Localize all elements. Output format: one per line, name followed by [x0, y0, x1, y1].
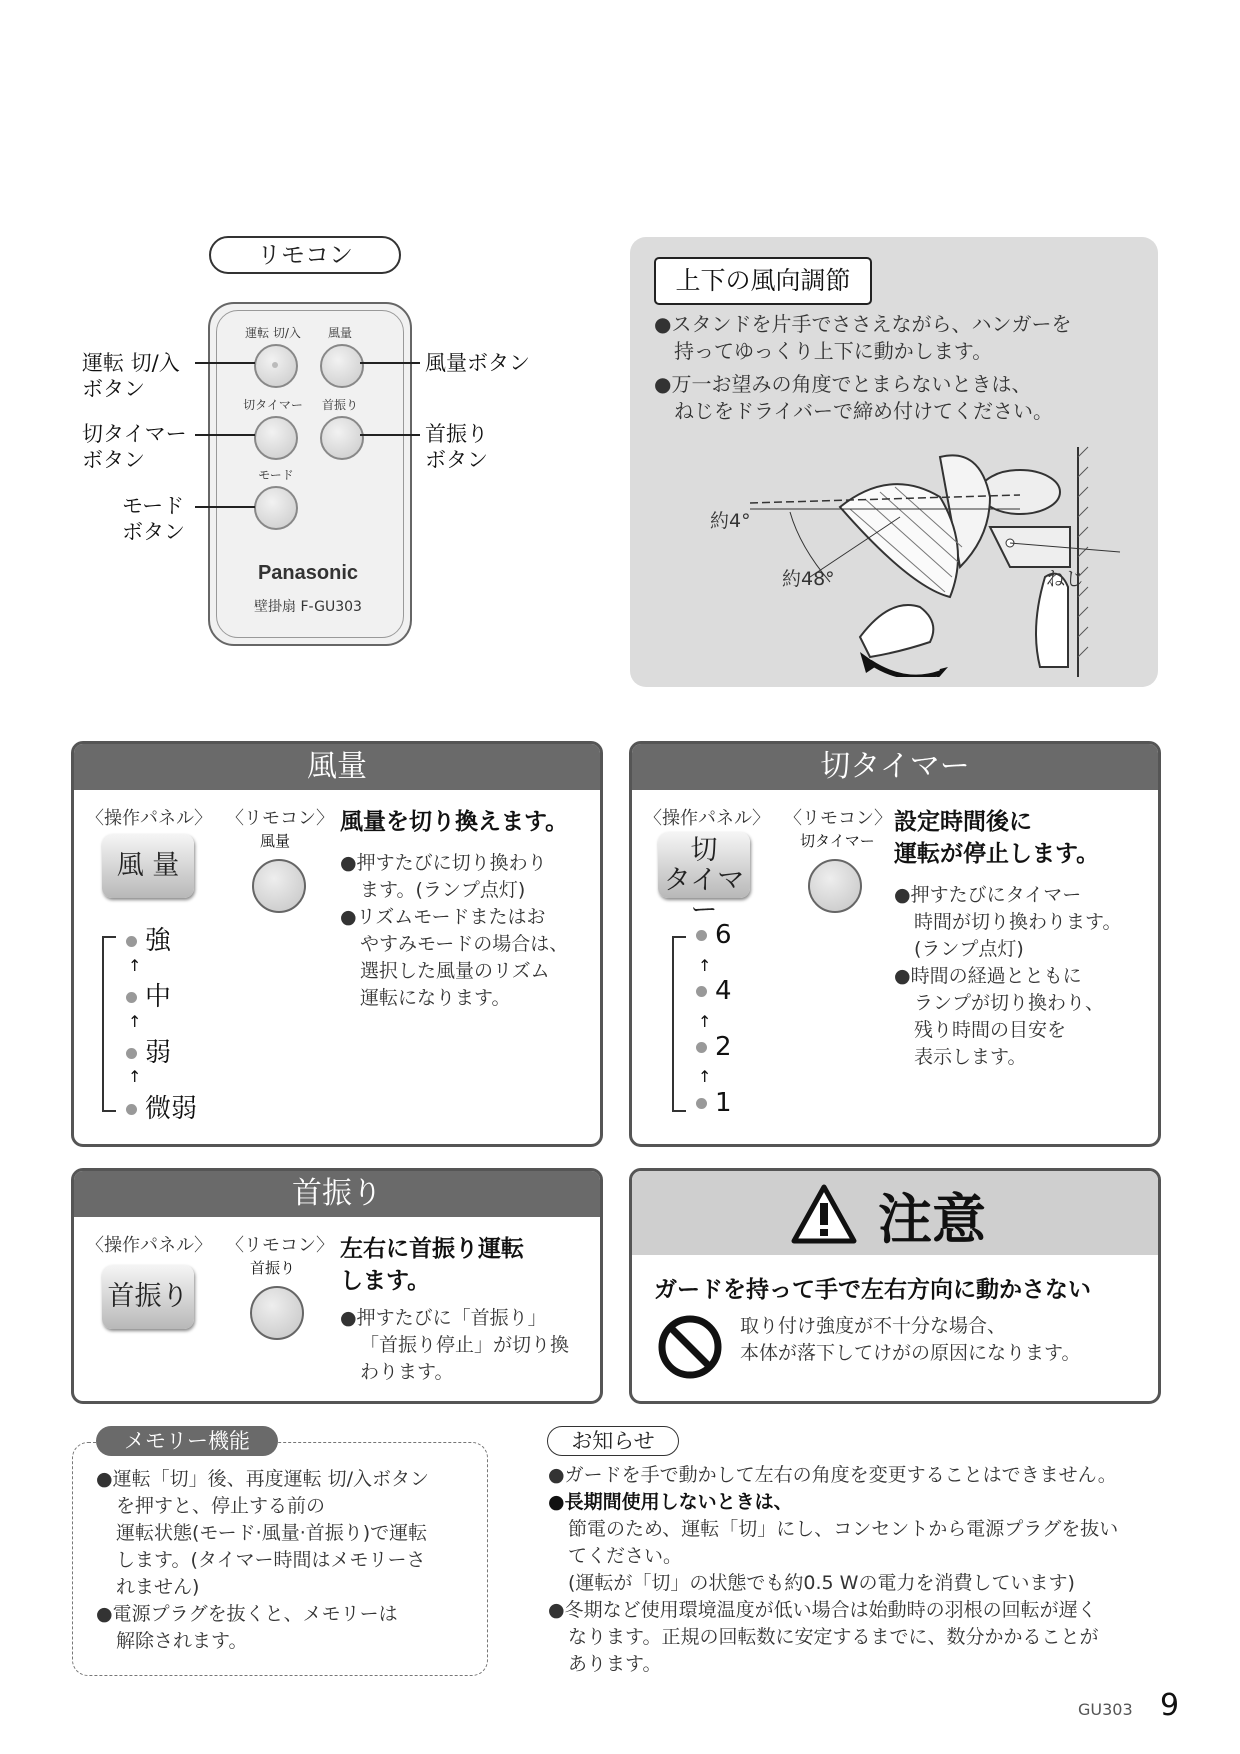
swing-panel-button[interactable]: 首振り: [102, 1265, 194, 1329]
wind-header: 風量: [74, 744, 600, 790]
footer-model: GU303: [1078, 1700, 1133, 1719]
remote-title: リモコン: [209, 236, 401, 274]
timer-section: 切タイマー 〈操作パネル〉 〈リモコン〉 切タイマー 切 タイマー 設定時間後に 運転が停止します。 ●押すたびにタイマー 時間が切り換わります。 (ランプ点灯) ●時間の経過とともに ランプが切り換わり、 残り時間の目安を 表示します。 6 ↑ 4 ↑ 2 ↑ 1: [629, 741, 1161, 1147]
wind-level-medium: 中: [126, 976, 171, 1013]
swing-remote-button[interactable]: [250, 1286, 304, 1340]
vertical-adjust-title: 上下の風向調節: [654, 257, 872, 305]
fan-angle-illustration: [690, 437, 1150, 677]
callout-mode: モード ボタン: [122, 494, 185, 544]
swing-remote-label: 〈リモコン〉: [226, 1235, 334, 1256]
caution-heading: ガードを持って手で左右方向に動かさない: [654, 1277, 1091, 1303]
remote-label-wind: 風量: [327, 326, 352, 340]
callout-swing: 首振り ボタン: [425, 422, 488, 472]
wind-remote-label: 〈リモコン〉: [226, 808, 334, 829]
memory-title: メモリー機能: [96, 1426, 278, 1456]
vertical-adjust-panel: [630, 237, 1158, 687]
page-number: 9: [1160, 1688, 1180, 1723]
caution-text: 取り付け強度が不十分な場合、 本体が落下してけがの原因になります。: [740, 1315, 1081, 1364]
remote-model: 壁掛扇 F-GU303: [254, 599, 362, 615]
swing-panel-label: 〈操作パネル〉: [86, 1235, 212, 1256]
remote-label-swing: 首振り: [321, 398, 358, 412]
timer-remote-button[interactable]: [808, 859, 862, 913]
remote-mode-button[interactable]: [254, 486, 298, 530]
timer-remote-label: 〈リモコン〉: [784, 808, 892, 829]
angle-down-label: 約48°: [782, 568, 835, 590]
timer-level-1: 1: [696, 1088, 732, 1118]
timer-header: 切タイマー: [632, 744, 1158, 790]
angle-up-label: 約4°: [710, 510, 751, 532]
caution-section: [629, 1168, 1161, 1404]
memory-text: ●運転「切」後、再度運転 切/入ボタン を押すと、停止する前の 運転状態(モード·風量·首振り)で運転 します。(タイマー時間はメモリーさ れません) ●電源プラグを抜くと、メモリーは 解除されます。: [96, 1468, 430, 1652]
caution-header: [632, 1171, 1158, 1255]
wind-level-weak: 弱: [126, 1032, 171, 1069]
remote-timer-button[interactable]: [254, 416, 298, 460]
timer-panel-label: 〈操作パネル〉: [644, 808, 770, 829]
callout-wind: 風量ボタン: [425, 351, 530, 375]
wind-panel-label: 〈操作パネル〉: [86, 808, 212, 829]
swing-section: [71, 1168, 603, 1404]
swing-remote-btn-label: 首振り: [250, 1259, 296, 1277]
swing-heading: 左右に首振り運転 します。: [340, 1236, 524, 1294]
remote-swing-button[interactable]: [320, 416, 364, 460]
wind-section: 風量 〈操作パネル〉 〈リモコン〉 風量 風 量 風量を切り換えます。 ●押すたびに切り換わり ます。(ランプ点灯) ●リズムモードまたはお やすみモードの場合は、 選択した風量のリズム 運転になります。 強 ↑ 中 ↑ 弱 ↑ 微弱: [71, 741, 603, 1147]
swing-bullets: ●押すたびに「首振り」 「首振り停止」が切り換 わります。: [340, 1307, 570, 1383]
remote-power-button[interactable]: [254, 344, 298, 388]
vertical-bullet-2: ●万一お望みの角度でとまらないときは、 ねじをドライバーで締め付けてください。: [654, 372, 1053, 423]
notice-title: お知らせ: [547, 1426, 679, 1456]
remote-label-power: 運転 切/入: [245, 326, 301, 340]
wind-level-weakest: 微弱: [126, 1088, 197, 1125]
timer-bullets: ●押すたびにタイマー 時間が切り換わります。 (ランプ点灯) ●時間の経過とともに ランプが切り換わり、 残り時間の目安を 表示します。: [894, 884, 1122, 1068]
remote-label-timer: 切タイマー: [243, 398, 303, 412]
timer-panel-button[interactable]: 切 タイマー: [658, 832, 750, 898]
warning-icon: [790, 1183, 858, 1245]
screw-label: ねじ: [1046, 568, 1085, 590]
callout-timer: 切タイマー ボタン: [82, 422, 187, 472]
prohibited-icon: [656, 1313, 724, 1381]
wind-remote-btn-label: 風量: [260, 832, 291, 850]
swing-header: 首振り: [74, 1171, 600, 1217]
timer-remote-btn-label: 切タイマー: [800, 832, 875, 850]
wind-bullets: ●押すたびに切り換わり ます。(ランプ点灯) ●リズムモードまたはお やすみモードの場合は、 選択した風量のリズム 運転になります。: [340, 852, 569, 1009]
wind-heading: 風量を切り換えます。: [340, 809, 569, 835]
timer-level-2: 2: [696, 1032, 732, 1062]
wind-level-strong: 強: [126, 920, 171, 957]
wind-remote-button[interactable]: [252, 859, 306, 913]
timer-heading: 設定時間後に 運転が停止します。: [894, 809, 1100, 867]
callout-power: 運転 切/入 ボタン: [82, 351, 180, 401]
remote-wind-button[interactable]: [320, 344, 364, 388]
notice-text: ●ガードを手で動かして左右の角度を変更することはできません。 ●長期間使用しないときは、 節電のため、運転「切」にし、コンセントから電源プラグを抜い てください。 (運転が「切」の状態でも約0.5 Wの電力を消費しています) ●冬期など使用環境温度が低い場合は始動時の羽根の回転が遅く なります。正規の回転数に安定するまでに、数分かかることが あります。: [548, 1464, 1119, 1675]
vertical-bullet-1: ●スタンドを片手でささえながら、ハンガーを 持ってゆっくり上下に動かします。: [654, 312, 1072, 363]
remote-control: [208, 302, 412, 646]
remote-label-mode: モード: [258, 468, 294, 482]
wind-panel-button[interactable]: 風 量: [102, 834, 194, 898]
caution-title: 注意: [878, 1188, 986, 1251]
timer-level-6: 6: [696, 920, 732, 950]
remote-brand-logo: Panasonic: [257, 562, 359, 584]
timer-level-4: 4: [696, 976, 732, 1006]
